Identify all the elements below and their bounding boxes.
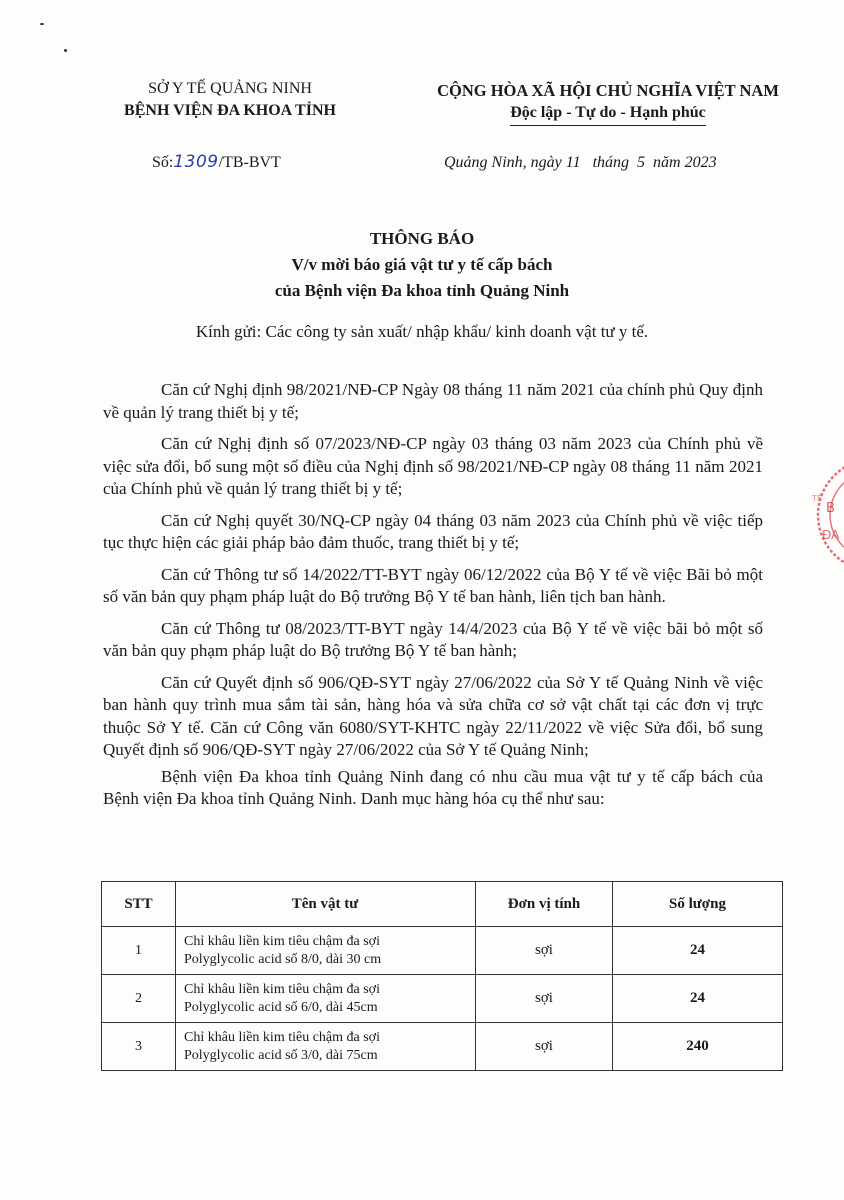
- cell-qty: 240: [613, 1023, 783, 1071]
- cell-stt: 3: [102, 1023, 176, 1071]
- item-name-line: Chỉ khâu liền kim tiêu chậm đa sợi: [184, 933, 380, 949]
- item-spec-line: Polyglycolic acid số 6/0, dài 45cm: [184, 999, 378, 1015]
- col-header-unit: Đơn vị tính: [476, 882, 613, 927]
- table-header-row: [102, 882, 783, 927]
- doc-number-suffix: /TB-BVT: [218, 154, 281, 171]
- svg-text:TẾ: TẾ: [812, 494, 822, 503]
- paragraph: Căn cứ Nghị quyết 30/NQ-CP ngày 04 tháng 03 năm 2023 của Chính phủ về việc tiếp tục thực hiện các giải pháp bảo đảm thuốc, trang thiết bị y tế;: [103, 510, 763, 552]
- notice-heading: THÔNG BÁO: [369, 229, 475, 248]
- cell-stt: 1: [102, 927, 176, 975]
- notice-body: [103, 379, 763, 820]
- cell-unit: sợi: [476, 975, 613, 1023]
- recipient-line: Kính gửi: Các công ty sản xuất/ nhập khẩu/ kinh doanh vật tư y tế.: [195, 322, 649, 341]
- notice-subject-cont: của Bệnh viện Đa khoa tỉnh Quảng Ninh: [274, 281, 570, 300]
- cell-name: [176, 927, 476, 975]
- document-number: [152, 152, 281, 172]
- scan-speck: [40, 23, 44, 25]
- header-right: [408, 80, 808, 126]
- doc-number-prefix: Số:: [152, 154, 174, 171]
- table-row: [102, 1023, 783, 1071]
- col-header-qty: Số lượng: [613, 882, 783, 927]
- cell-qty: 24: [613, 927, 783, 975]
- paragraph: Căn cứ Quyết định số 906/QĐ-SYT ngày 27/06/2022 của Sở Y tế Quảng Ninh về việc ban hành quy trình mua sắm tài sản, hàng hóa và sửa chữa cơ sở vật chất tại các đơn vị trực thuộc Sở Y tế. Căn cứ Công văn 6080/SYT-KHTC ngày 22/11/2022 về việc Sửa đổi, bổ sung Quyết định số 906/QĐ-SYT ngày 27/06/2022 của Sở Y tế Quảng Ninh;: [103, 672, 763, 759]
- paragraph: Căn cứ Thông tư số 14/2022/TT-BYT ngày 06/12/2022 của Bộ Y tế về việc Bãi bỏ một số văn bản quy phạm pháp luật do Bộ trưởng Bộ Y tế ban hành, liên tịch ban hành.: [103, 564, 763, 606]
- cell-name: [176, 975, 476, 1023]
- item-name-line: Chỉ khâu liền kim tiêu chậm đa sợi: [184, 1029, 380, 1045]
- item-name-line: Chỉ khâu liền kim tiêu chậm đa sợi: [184, 981, 380, 997]
- scan-speck: [64, 49, 67, 52]
- doc-number-handwritten: 1309: [173, 152, 219, 172]
- cell-unit: sợi: [476, 927, 613, 975]
- paragraph: Căn cứ Nghị định 98/2021/NĐ-CP Ngày 08 tháng 11 năm 2021 của chính phủ Quy định về quản lý trang thiết bị y tế;: [103, 380, 763, 422]
- paragraph: Bệnh viện Đa khoa tỉnh Quảng Ninh đang có nhu cầu mua vật tư y tế cấp bách của Bệnh viện Đa khoa tỉnh Quảng Ninh. Danh mục hàng hóa cụ thể như sau:: [103, 766, 763, 808]
- cell-qty: 24: [613, 975, 783, 1023]
- cell-stt: 2: [102, 975, 176, 1023]
- col-header-stt: STT: [102, 882, 176, 927]
- svg-text:ĐA: ĐA: [822, 528, 840, 542]
- hospital-name: BỆNH VIỆN ĐA KHOA TỈNH: [124, 102, 336, 119]
- svg-text:B: B: [826, 501, 835, 516]
- paragraph: Căn cứ Thông tư 08/2023/TT-BYT ngày 14/4/2023 của Bộ Y tế về việc bãi bỏ một số văn bản quy phạm pháp luật do Bộ trưởng Bộ Y tế ban hành;: [103, 618, 763, 660]
- date-line: Quảng Ninh, ngày 11 tháng 5 năm 2023: [444, 154, 717, 171]
- ministry-name: SỞ Y TẾ QUẢNG NINH: [148, 80, 312, 97]
- col-header-name: Tên vật tư: [176, 882, 476, 927]
- official-stamp-fragment: [804, 455, 844, 575]
- national-title: CỘNG HÒA XÃ HỘI CHỦ NGHĨA VIỆT NAM: [437, 81, 779, 100]
- cell-unit: sợi: [476, 1023, 613, 1071]
- table-row: [102, 927, 783, 975]
- table-row: [102, 975, 783, 1023]
- notice-title: [0, 226, 844, 304]
- cell-name: [176, 1023, 476, 1071]
- item-spec-line: Polyglycolic acid số 8/0, dài 30 cm: [184, 951, 382, 967]
- header-left: [90, 78, 370, 122]
- national-motto: Độc lập - Tự do - Hạnh phúc: [510, 102, 706, 126]
- item-spec-line: Polyglycolic acid số 3/0, dài 75cm: [184, 1047, 378, 1063]
- paragraph: Căn cứ Nghị định số 07/2023/NĐ-CP ngày 03 tháng 03 năm 2023 của Chính phủ về việc sửa đổi, bổ sung một số điều của Nghị định số 98/2021/NĐ-CP ngày 08 tháng 11 năm 2021 của Chính phủ về quản lý trang thiết bị y tế;: [103, 434, 763, 498]
- notice-subject: V/v mời báo giá vật tư y tế cấp bách: [291, 255, 553, 274]
- items-table: [101, 881, 783, 1071]
